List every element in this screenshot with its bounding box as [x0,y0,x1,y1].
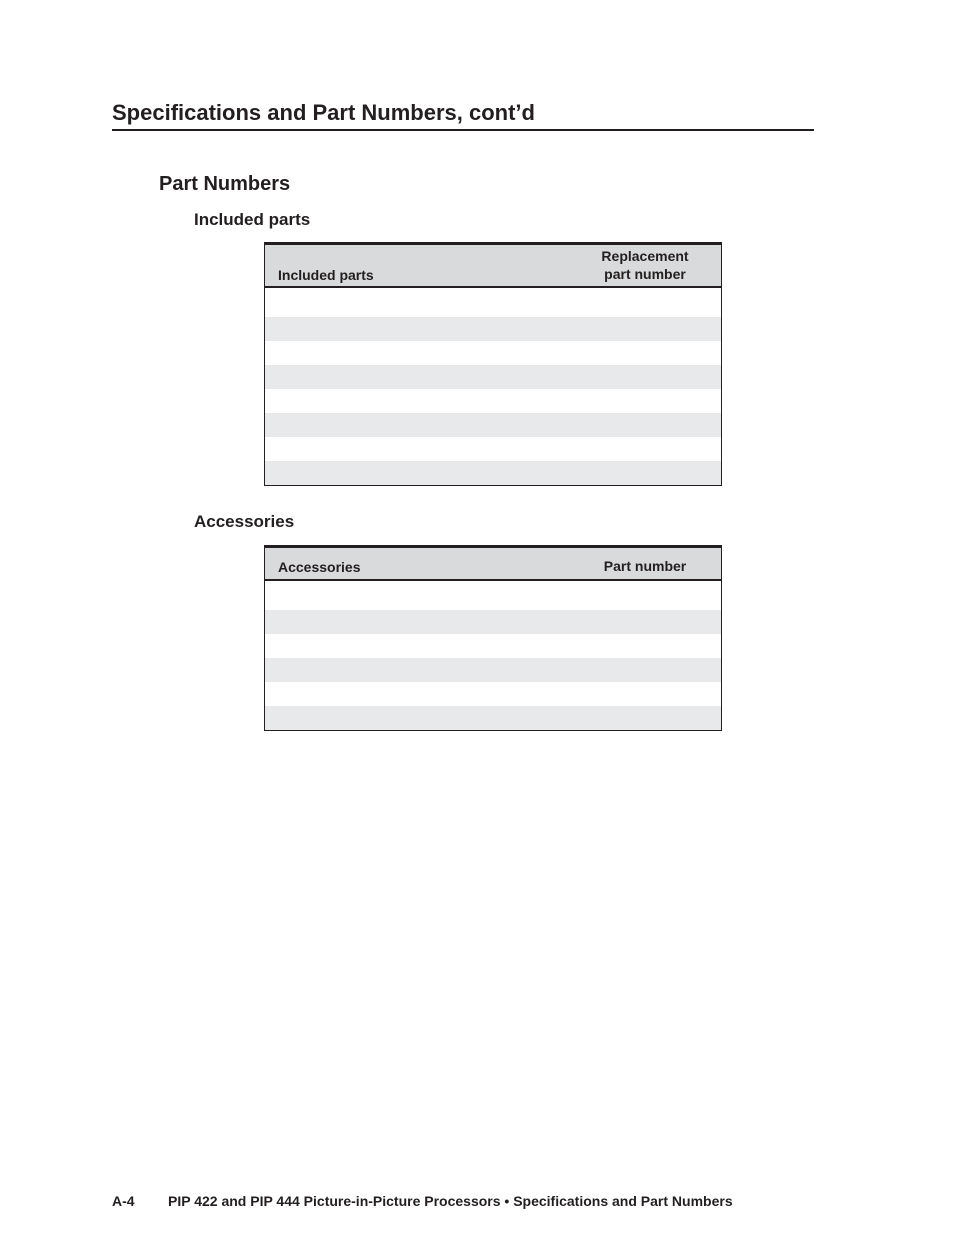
section-heading-part-numbers: Part Numbers [159,172,291,195]
table-row [265,461,722,486]
table-cell-number [569,317,722,341]
table-cell-number [569,580,722,610]
table-row [265,634,722,658]
footer-page-number: A-4 [112,1193,135,1209]
table-cell-number [569,610,722,634]
column-header-replacement-part-number [569,244,722,288]
table-row [265,682,722,706]
table-cell-number [569,437,722,461]
table-cell-part [265,341,570,365]
table-row [265,437,722,461]
table-cell-number [569,287,722,317]
column-header-included-parts: Included parts [265,244,570,288]
table-cell-part [265,461,570,486]
column-header-part-number: Part number [569,547,722,581]
page-footer [112,1191,733,1211]
table-cell-number [569,682,722,706]
table-header-row [265,244,722,288]
table-cell-accessory [265,634,570,658]
table-cell-part [265,389,570,413]
table-row [265,413,722,437]
table-header-row [265,547,722,581]
table-cell-part [265,365,570,389]
table-cell-number [569,389,722,413]
footer-text: PIP 422 and PIP 444 Picture-in-Picture Processors • Specifications and Part Numbers [168,1193,733,1209]
table-cell-accessory [265,580,570,610]
table-cell-part [265,317,570,341]
included-parts-table [264,242,722,486]
table-row [265,341,722,365]
table-row [265,365,722,389]
column-header-line: part number [604,266,686,282]
table-row [265,658,722,682]
table-cell-part [265,287,570,317]
table-cell-number [569,706,722,731]
table-cell-accessory [265,610,570,634]
table-row [265,317,722,341]
column-header-accessories: Accessories [265,547,570,581]
table-cell-accessory [265,658,570,682]
subheading-accessories: Accessories [194,512,295,531]
table-cell-accessory [265,706,570,731]
table-cell-accessory [265,682,570,706]
accessories-table [264,545,722,731]
table-cell-number [569,634,722,658]
table-cell-number [569,365,722,389]
table-row [265,706,722,731]
column-header-line: Replacement [601,248,689,264]
page-title: Specifications and Part Numbers, cont’d [112,99,814,131]
table-cell-number [569,658,722,682]
table-row [265,580,722,610]
table-row [265,389,722,413]
table-cell-part [265,413,570,437]
table-row [265,610,722,634]
table-cell-number [569,461,722,486]
table-cell-part [265,437,570,461]
subheading-included-parts: Included parts [194,210,311,229]
table-row [265,287,722,317]
table-cell-number [569,413,722,437]
table-cell-number [569,341,722,365]
